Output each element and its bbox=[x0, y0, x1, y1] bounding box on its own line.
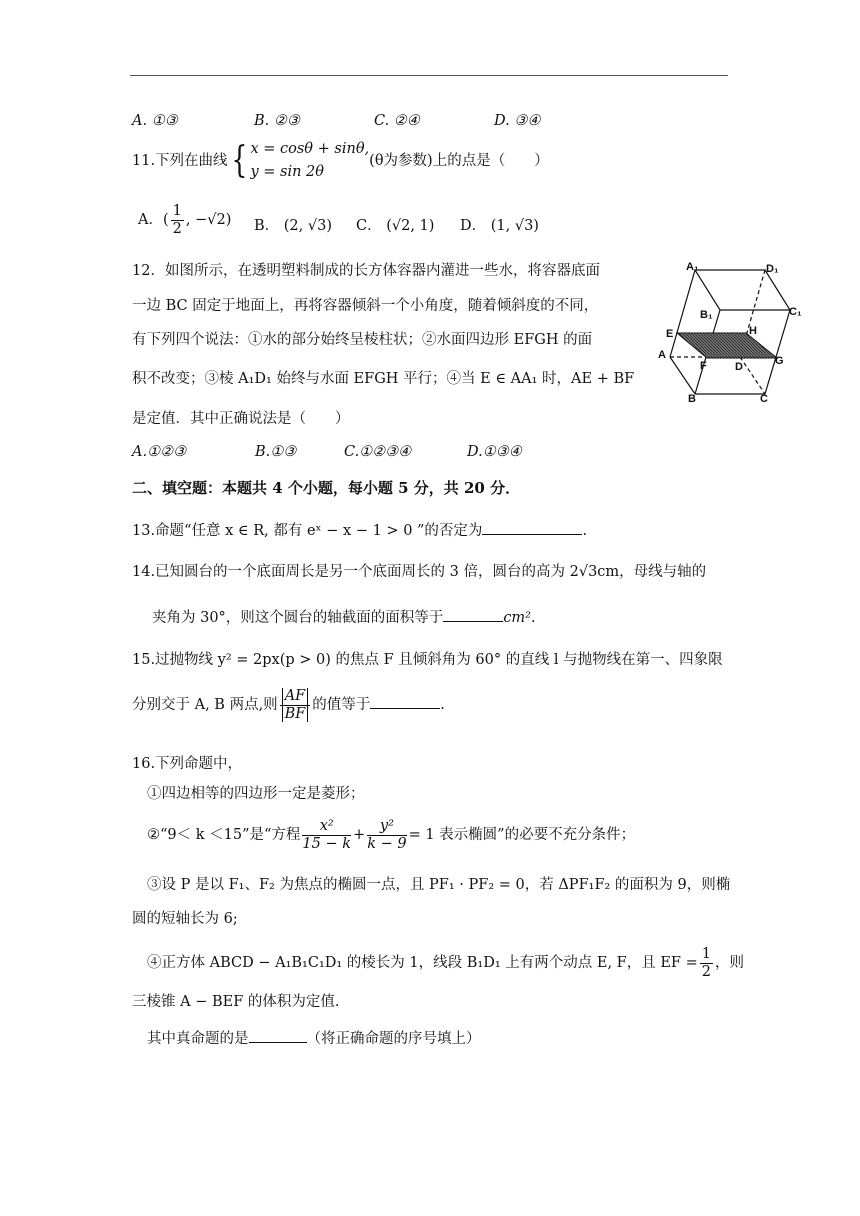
q11-options: A．( $\frac{1}{2}$ , −√2) bbox=[138, 203, 232, 237]
q16-answer-blank bbox=[249, 1028, 307, 1043]
q11-option-a-rest: , −√2) bbox=[185, 212, 232, 229]
q16-item2-x-num: x² bbox=[302, 818, 351, 836]
q16-item2-y-fraction bbox=[367, 818, 406, 852]
q15-end: . bbox=[440, 697, 445, 714]
brace-symbol: { bbox=[230, 140, 248, 182]
label-c1: C₁ bbox=[789, 306, 802, 318]
q13-answer-blank bbox=[482, 520, 582, 535]
q16-item4-line1 bbox=[147, 946, 744, 980]
q12-line2: 一边 BC 固定于地面上，再将容器倾斜一个小角度，随着倾斜度的不同， bbox=[132, 298, 599, 314]
q11-option-a-fraction bbox=[171, 203, 184, 237]
label-g: G bbox=[775, 355, 784, 367]
q12-option-b: B.①③ bbox=[255, 444, 297, 460]
label-d1: D₁ bbox=[766, 263, 779, 275]
q16-item2-x-fraction bbox=[302, 818, 351, 852]
q12-cuboid-figure bbox=[650, 256, 810, 408]
q16-item1: ①四边相等的四边形一定是菱形； bbox=[147, 786, 365, 802]
q11-suffix: 上的点是（ ） bbox=[432, 153, 549, 170]
q16-item4-line2: 三棱锥 A − BEF 的体积为定值. bbox=[132, 994, 340, 1010]
q14-end: . bbox=[531, 610, 536, 626]
q11-option-a-num: 1 bbox=[172, 203, 182, 219]
label-e: E bbox=[666, 328, 674, 340]
q16-ask-text: 其中真命题的是 bbox=[147, 1031, 249, 1047]
q13-question bbox=[132, 520, 587, 541]
q16-item2-y-num: y² bbox=[367, 818, 406, 836]
q16-item4-b: ，则 bbox=[714, 955, 744, 972]
q11-option-a-den: 2 bbox=[172, 220, 182, 237]
q11-question bbox=[132, 138, 549, 184]
q12-line3: 有下列四个说法：①水的部分始终呈棱柱状；②水面四边形 EFGH 的面 bbox=[132, 332, 593, 348]
q15-line1: 15.过抛物线 y² = 2px(p > 0) 的焦点 F 且倾斜角为 60° 的直线 l 与抛物线在第一、四象限 bbox=[132, 652, 723, 668]
label-f: F bbox=[700, 360, 707, 372]
q16-item2-b: = 1 表示椭圆”的必要不充分条件； bbox=[408, 827, 636, 844]
q12-line1: 12．如图所示，在透明塑料制成的长方体容器内灌进一些水，将容器底面 bbox=[132, 263, 600, 279]
q10-option-b: B. ②③ bbox=[254, 113, 300, 129]
q11-option-d: D． (1, √3) bbox=[460, 218, 539, 234]
q13-text: 13.命题“任意 x ∈ R, 都有 eˣ − x − 1 > 0 ”的否定为 bbox=[132, 523, 483, 539]
q15-answer-blank bbox=[370, 694, 440, 709]
label-b: B bbox=[688, 393, 696, 405]
section-2-heading: 二、填空题：本题共 4 个小题，每小题 5 分，共 20 分． bbox=[132, 479, 521, 497]
q11-option-c: C． (√2, 1) bbox=[356, 218, 435, 234]
q11-eq1: x = cosθ + sinθ, bbox=[250, 141, 370, 157]
q16-item4-a: ④正方体 ABCD − A₁B₁C₁D₁ 的棱长为 1，线段 B₁D₁ 上有两个动点 E, F，且 EF = bbox=[147, 955, 698, 972]
q16-item2: ②“9＜ k ＜15”是“方程 $\frac{\text{x²}}{15 - k}$ + $\frac{\text{y²}}{k - 9}$ = 1 表示椭圆”的必要不充分条件； bbox=[147, 818, 636, 852]
q11-option-a-label: A． bbox=[138, 212, 163, 229]
q10-option-d: D. ③④ bbox=[494, 113, 541, 129]
q14-line1: 14.已知圆台的一个底面周长是另一个底面周长的 3 倍，圆台的高为 2√3cm，母线与轴的 bbox=[132, 564, 707, 580]
q16-item4-num: 1 bbox=[701, 946, 711, 962]
q10-option-c: C. ②④ bbox=[374, 113, 420, 129]
q15-denominator: BF bbox=[282, 706, 309, 723]
q12-option-d: D.①③④ bbox=[467, 444, 522, 460]
header-rule bbox=[130, 75, 728, 76]
q15-ratio bbox=[280, 688, 311, 722]
q16-ask bbox=[147, 1028, 481, 1049]
q12-option-c: C.①②③④ bbox=[344, 444, 412, 460]
q16-item2-x-den: 15 − k bbox=[302, 835, 352, 852]
q16-item4-den: 2 bbox=[701, 963, 711, 980]
q11-prefix: 11.下列在曲线 bbox=[132, 153, 228, 170]
q10-option-a: A. ①③ bbox=[132, 113, 178, 129]
q11-equation-system bbox=[250, 138, 369, 184]
q16-item2-a: ②“9＜ k ＜15”是“方程 bbox=[147, 827, 301, 844]
label-b1: B₁ bbox=[700, 309, 713, 321]
q16-item4-fraction bbox=[700, 946, 713, 980]
q15-text2: 的值等于 bbox=[312, 697, 371, 714]
q16-intro: 16.下列命题中， bbox=[132, 756, 243, 772]
q12-line4: 积不改变；③棱 A₁D₁ 始终与水面 EFGH 平行；④当 E ∈ AA₁ 时，AE + BF bbox=[132, 371, 635, 387]
label-a: A bbox=[658, 349, 666, 361]
label-h: H bbox=[749, 325, 757, 337]
q15-line2 bbox=[132, 688, 445, 722]
q11-eq2: y = sin 2θ bbox=[250, 164, 325, 181]
q16-item3-line2: 圆的短轴长为 6; bbox=[132, 911, 238, 927]
q16-item3-line1: ③设 P 是以 F₁、F₂ 为焦点的椭圆一点，且 PF₁ · PF₂ = 0，若 ΔPF₁F₂ 的面积为 9，则椭 bbox=[147, 877, 731, 893]
label-a1: A₁ bbox=[686, 261, 699, 273]
label-d: D bbox=[735, 361, 743, 373]
q16-item2-y-den: k − 9 bbox=[367, 835, 407, 852]
water-surface-efgh bbox=[677, 333, 777, 358]
top-face bbox=[695, 270, 790, 310]
q12-option-a: A.①②③ bbox=[132, 444, 187, 460]
q15-numerator: AF bbox=[282, 688, 309, 705]
label-c: C bbox=[760, 393, 768, 405]
q14-text: 夹角为 30°，则这个圆台的轴截面的面积等于 bbox=[152, 610, 444, 626]
q11-param: (θ为参数) bbox=[369, 153, 433, 170]
q12-line5: 是定值．其中正确说法是（ ） bbox=[132, 411, 350, 427]
q14-line2 bbox=[152, 607, 536, 628]
q15-text: 分别交于 A, B 两点,则 bbox=[132, 697, 278, 714]
q14-unit: cm² bbox=[503, 610, 531, 626]
q14-answer-blank bbox=[443, 607, 503, 622]
q16-ask-hint: （将正确命题的序号填上） bbox=[306, 1031, 481, 1047]
q13-end: . bbox=[582, 523, 588, 539]
q11-option-b: B． (2, √3) bbox=[254, 218, 332, 234]
